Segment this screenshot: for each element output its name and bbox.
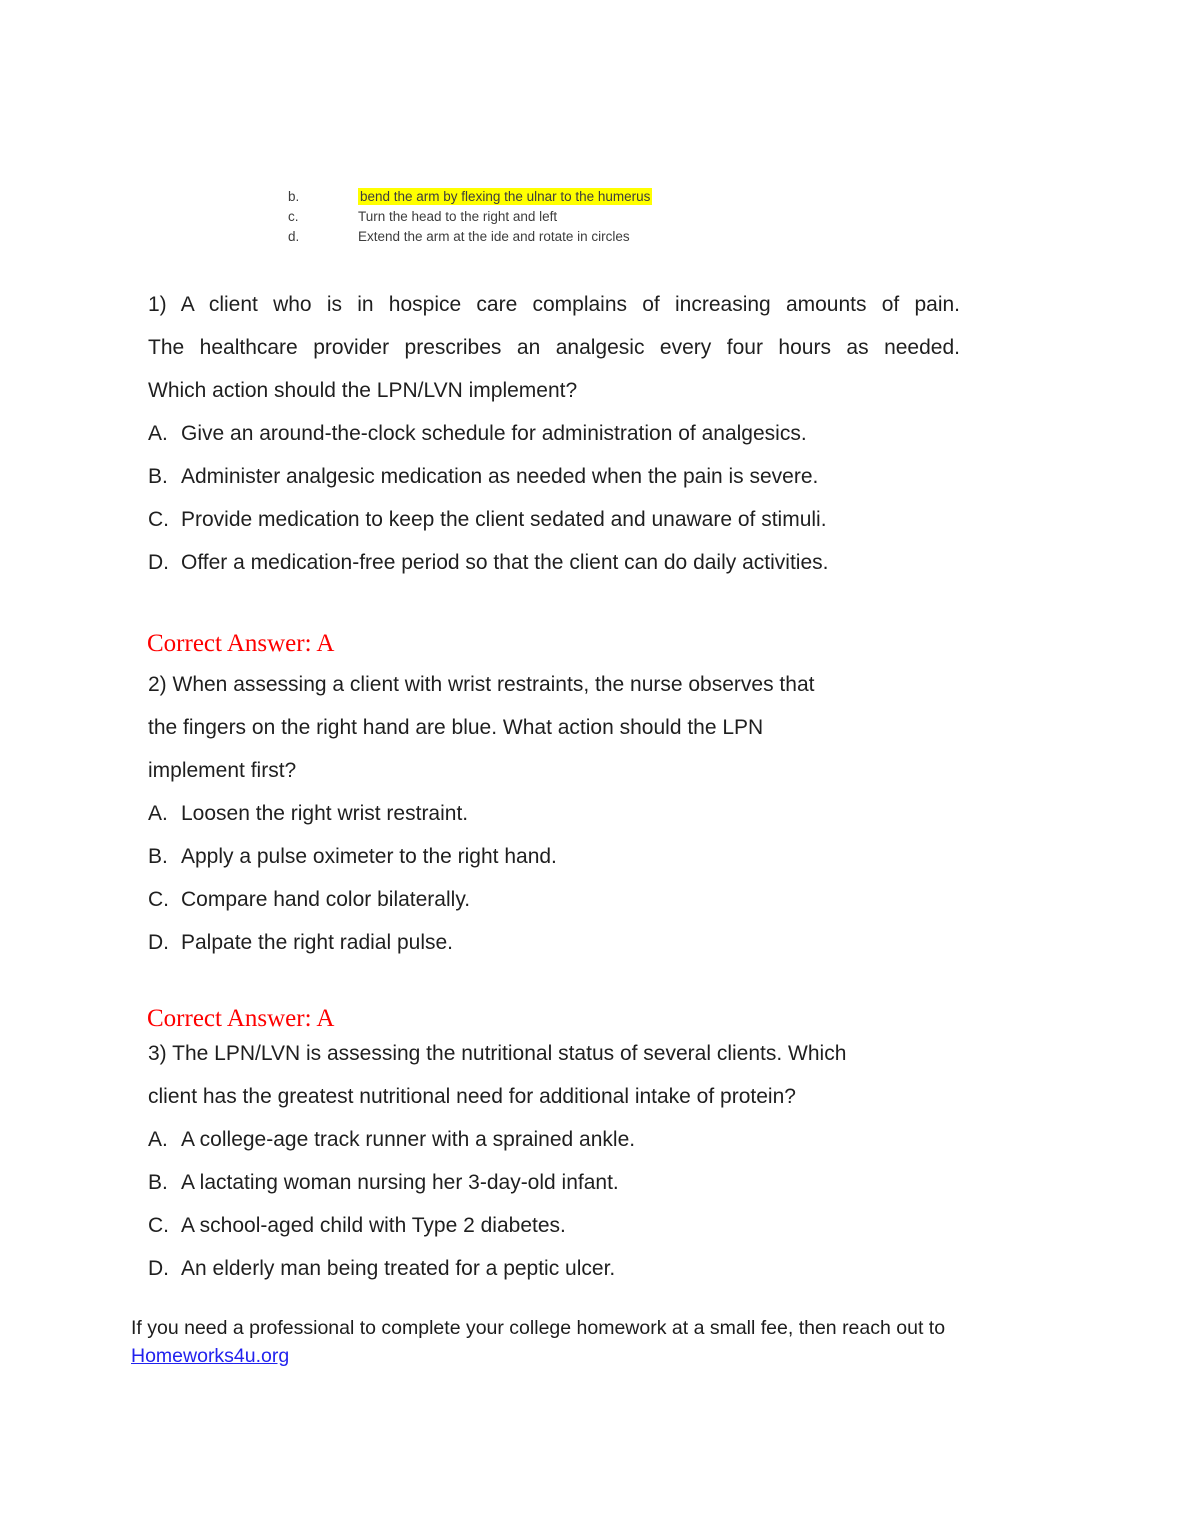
question-1-stem-line: Which action should the LPN/LVN implement? bbox=[148, 379, 578, 402]
list-item bbox=[288, 206, 652, 226]
option-letter: B. bbox=[148, 845, 168, 868]
option-text: A lactating woman nursing her 3-day-old infant. bbox=[181, 1171, 619, 1194]
list-item bbox=[288, 226, 652, 246]
question-2 bbox=[148, 663, 983, 964]
question-2-option-d bbox=[148, 921, 983, 964]
question-1-option-a bbox=[148, 412, 983, 455]
option-text: Palpate the right radial pulse. bbox=[181, 931, 454, 954]
question-3-option-a bbox=[148, 1118, 983, 1161]
footer bbox=[131, 1314, 945, 1370]
option-letter: D. bbox=[148, 1257, 169, 1280]
list-item bbox=[288, 186, 652, 206]
question-1-option-b bbox=[148, 455, 983, 498]
option-text: Offer a medication-free period so that the client can do daily activities. bbox=[181, 551, 829, 574]
question-1-option-c bbox=[148, 498, 983, 541]
option-text: An elderly man being treated for a peptic ulcer. bbox=[181, 1257, 616, 1280]
question-3-stem-line: 3) The LPN/LVN is assessing the nutritional status of several clients. Which bbox=[148, 1042, 847, 1065]
list-item-letter: c. bbox=[288, 208, 299, 224]
question-2-option-a bbox=[148, 792, 983, 835]
option-letter: A. bbox=[148, 422, 168, 445]
question-3 bbox=[148, 1032, 983, 1290]
option-letter: B. bbox=[148, 1171, 168, 1194]
option-text: Give an around-the-clock schedule for administration of analgesics. bbox=[181, 422, 807, 445]
question-1 bbox=[148, 283, 983, 584]
footer-text: If you need a professional to complete your college homework at a small fee, then reach out to bbox=[131, 1317, 946, 1339]
question-3-option-c bbox=[148, 1204, 983, 1247]
option-letter: A. bbox=[148, 802, 168, 825]
option-letter: C. bbox=[148, 888, 169, 911]
list-item-text: Turn the head to the right and left bbox=[358, 208, 558, 224]
question-2-stem-line: 2) When assessing a client with wrist restraints, the nurse observes that bbox=[148, 673, 815, 696]
question-2-stem-line: the fingers on the right hand are blue. What action should the LPN bbox=[148, 716, 764, 739]
correct-answer-label-2: Correct Answer: A bbox=[147, 1005, 335, 1032]
list-item-text: Extend the arm at the ide and rotate in circles bbox=[358, 228, 630, 244]
question-2-option-c bbox=[148, 878, 983, 921]
option-letter: D. bbox=[148, 551, 169, 574]
question-1-stem-line: 1) A client who is in hospice care complains of increasing amounts of pain. bbox=[148, 293, 960, 316]
question-3-option-d bbox=[148, 1247, 983, 1290]
option-letter: C. bbox=[148, 1214, 169, 1237]
correct-answer-label-1: Correct Answer: A bbox=[147, 630, 335, 657]
option-text: Apply a pulse oximeter to the right hand. bbox=[181, 845, 557, 868]
question-3-option-b bbox=[148, 1161, 983, 1204]
question-2-stem-line: implement first? bbox=[148, 759, 297, 782]
option-text: Loosen the right wrist restraint. bbox=[181, 802, 469, 825]
option-text: Provide medication to keep the client sedated and unaware of stimuli. bbox=[181, 508, 827, 531]
question-1-stem-line: The healthcare provider prescribes an analgesic every four hours as needed. bbox=[148, 336, 960, 359]
top-option-list bbox=[288, 186, 652, 246]
option-letter: A. bbox=[148, 1128, 168, 1151]
question-2-option-b bbox=[148, 835, 983, 878]
option-letter: B. bbox=[148, 465, 168, 488]
option-text: A college-age track runner with a sprained ankle. bbox=[181, 1128, 636, 1151]
homeworks4u-link[interactable]: Homeworks4u.org bbox=[131, 1345, 290, 1367]
option-text: A school-aged child with Type 2 diabetes. bbox=[181, 1214, 566, 1237]
question-3-stem-line: client has the greatest nutritional need for additional intake of protein? bbox=[148, 1085, 796, 1108]
list-item-letter: b. bbox=[288, 188, 300, 204]
option-letter: D. bbox=[148, 931, 169, 954]
option-text: Administer analgesic medication as needed when the pain is severe. bbox=[181, 465, 819, 488]
list-item-letter: d. bbox=[288, 228, 300, 244]
question-1-option-d bbox=[148, 541, 983, 584]
highlighted-text: bend the arm by flexing the ulnar to the humerus bbox=[360, 188, 651, 204]
option-letter: C. bbox=[148, 508, 169, 531]
option-text: Compare hand color bilaterally. bbox=[181, 888, 471, 911]
